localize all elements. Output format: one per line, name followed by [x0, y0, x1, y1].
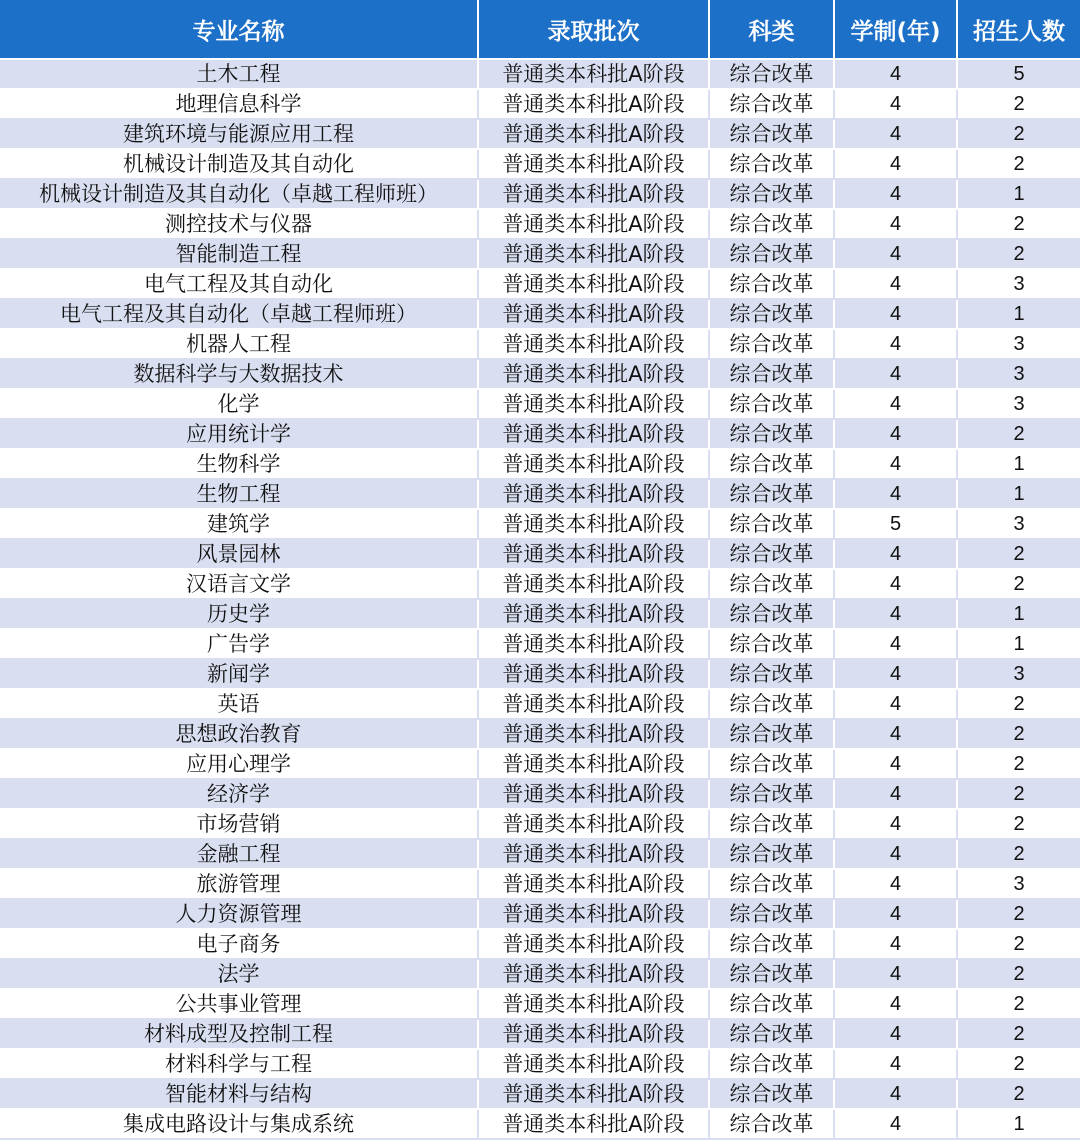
enrollment-count-cell: 2 — [957, 899, 1080, 929]
duration-cell: 4 — [834, 479, 957, 509]
subject-category-cell: 综合改革 — [709, 629, 834, 659]
subject-category-cell: 综合改革 — [709, 659, 834, 689]
admission-batch-cell: 普通类本科批A阶段 — [478, 899, 709, 929]
subject-category-cell: 综合改革 — [709, 719, 834, 749]
duration-cell: 4 — [834, 119, 957, 149]
major-name-cell: 生物科学 — [0, 449, 478, 479]
table-row — [0, 659, 1080, 689]
table-row — [0, 269, 1080, 299]
major-name-cell: 思想政治教育 — [0, 719, 478, 749]
admission-batch-cell: 普通类本科批A阶段 — [478, 569, 709, 599]
subject-category-cell: 综合改革 — [709, 209, 834, 239]
admission-batch-cell: 普通类本科批A阶段 — [478, 329, 709, 359]
table-row — [0, 929, 1080, 959]
major-name-cell: 建筑学 — [0, 509, 478, 539]
enrollment-count-cell: 2 — [957, 569, 1080, 599]
duration-cell: 4 — [834, 809, 957, 839]
subject-category-cell: 综合改革 — [709, 839, 834, 869]
header-enrollment-count: 招生人数 — [957, 0, 1080, 59]
admission-batch-cell: 普通类本科批A阶段 — [478, 719, 709, 749]
table-row — [0, 809, 1080, 839]
table-row — [0, 209, 1080, 239]
enrollment-count-cell: 1 — [957, 179, 1080, 209]
subject-category-cell: 综合改革 — [709, 59, 834, 89]
subject-category-cell: 综合改革 — [709, 239, 834, 269]
table-body — [0, 59, 1080, 1139]
duration-cell: 4 — [834, 449, 957, 479]
admission-batch-cell: 普通类本科批A阶段 — [478, 419, 709, 449]
major-name-cell: 应用心理学 — [0, 749, 478, 779]
subject-category-cell: 综合改革 — [709, 89, 834, 119]
duration-cell: 4 — [834, 1079, 957, 1109]
major-name-cell: 土木工程 — [0, 59, 478, 89]
duration-cell: 4 — [834, 89, 957, 119]
enrollment-count-cell: 2 — [957, 539, 1080, 569]
table-row — [0, 149, 1080, 179]
major-name-cell: 电气工程及其自动化 — [0, 269, 478, 299]
duration-cell: 4 — [834, 599, 957, 629]
enrollment-count-cell: 2 — [957, 689, 1080, 719]
major-name-cell: 地理信息科学 — [0, 89, 478, 119]
admission-batch-cell: 普通类本科批A阶段 — [478, 629, 709, 659]
subject-category-cell: 综合改革 — [709, 509, 834, 539]
admission-batch-cell: 普通类本科批A阶段 — [478, 779, 709, 809]
enrollment-count-cell: 2 — [957, 239, 1080, 269]
table-row — [0, 749, 1080, 779]
subject-category-cell: 综合改革 — [709, 479, 834, 509]
duration-cell: 4 — [834, 149, 957, 179]
enrollment-count-cell: 1 — [957, 599, 1080, 629]
major-name-cell: 旅游管理 — [0, 869, 478, 899]
major-name-cell: 新闻学 — [0, 659, 478, 689]
major-name-cell: 材料科学与工程 — [0, 1049, 478, 1079]
duration-cell: 5 — [834, 509, 957, 539]
subject-category-cell: 综合改革 — [709, 689, 834, 719]
table-row — [0, 389, 1080, 419]
major-name-cell: 电气工程及其自动化（卓越工程师班） — [0, 299, 478, 329]
major-name-cell: 机器人工程 — [0, 329, 478, 359]
major-name-cell: 市场营销 — [0, 809, 478, 839]
admission-batch-cell: 普通类本科批A阶段 — [478, 869, 709, 899]
enrollment-count-cell: 2 — [957, 809, 1080, 839]
table-row — [0, 329, 1080, 359]
table-row — [0, 779, 1080, 809]
admission-batch-cell: 普通类本科批A阶段 — [478, 59, 709, 89]
major-name-cell: 集成电路设计与集成系统 — [0, 1109, 478, 1139]
table-row — [0, 689, 1080, 719]
subject-category-cell: 综合改革 — [709, 269, 834, 299]
subject-category-cell: 综合改革 — [709, 569, 834, 599]
major-name-cell: 建筑环境与能源应用工程 — [0, 119, 478, 149]
admission-batch-cell: 普通类本科批A阶段 — [478, 929, 709, 959]
duration-cell: 4 — [834, 419, 957, 449]
duration-cell: 4 — [834, 359, 957, 389]
admission-batch-cell: 普通类本科批A阶段 — [478, 1019, 709, 1049]
table-row — [0, 1079, 1080, 1109]
admission-batch-cell: 普通类本科批A阶段 — [478, 599, 709, 629]
table-row — [0, 119, 1080, 149]
table-row — [0, 869, 1080, 899]
header-major-name: 专业名称 — [0, 0, 478, 59]
duration-cell: 4 — [834, 329, 957, 359]
enrollment-count-cell: 2 — [957, 119, 1080, 149]
major-name-cell: 法学 — [0, 959, 478, 989]
subject-category-cell: 综合改革 — [709, 779, 834, 809]
admission-batch-cell: 普通类本科批A阶段 — [478, 509, 709, 539]
major-name-cell: 金融工程 — [0, 839, 478, 869]
duration-cell: 4 — [834, 959, 957, 989]
enrollment-count-cell: 2 — [957, 419, 1080, 449]
table-row — [0, 899, 1080, 929]
subject-category-cell: 综合改革 — [709, 749, 834, 779]
subject-category-cell: 综合改革 — [709, 1019, 834, 1049]
enrollment-count-cell: 2 — [957, 779, 1080, 809]
enrollment-count-cell: 3 — [957, 389, 1080, 419]
admission-batch-cell: 普通类本科批A阶段 — [478, 89, 709, 119]
admission-batch-cell: 普通类本科批A阶段 — [478, 179, 709, 209]
subject-category-cell: 综合改革 — [709, 1109, 834, 1139]
duration-cell: 4 — [834, 719, 957, 749]
enrollment-count-cell: 2 — [957, 839, 1080, 869]
duration-cell: 4 — [834, 179, 957, 209]
subject-category-cell: 综合改革 — [709, 809, 834, 839]
duration-cell: 4 — [834, 239, 957, 269]
duration-cell: 4 — [834, 779, 957, 809]
subject-category-cell: 综合改革 — [709, 989, 834, 1019]
subject-category-cell: 综合改革 — [709, 449, 834, 479]
table-row — [0, 1019, 1080, 1049]
header-row — [0, 0, 1080, 59]
duration-cell: 4 — [834, 1019, 957, 1049]
table-row — [0, 89, 1080, 119]
subject-category-cell: 综合改革 — [709, 599, 834, 629]
duration-cell: 4 — [834, 1049, 957, 1079]
major-name-cell: 应用统计学 — [0, 419, 478, 449]
table-row — [0, 479, 1080, 509]
major-name-cell: 机械设计制造及其自动化（卓越工程师班） — [0, 179, 478, 209]
major-name-cell: 公共事业管理 — [0, 989, 478, 1019]
admission-batch-cell: 普通类本科批A阶段 — [478, 1079, 709, 1109]
major-name-cell: 生物工程 — [0, 479, 478, 509]
duration-cell: 4 — [834, 929, 957, 959]
subject-category-cell: 综合改革 — [709, 1079, 834, 1109]
enrollment-count-cell: 1 — [957, 1109, 1080, 1139]
duration-cell: 4 — [834, 629, 957, 659]
duration-cell: 4 — [834, 689, 957, 719]
subject-category-cell: 综合改革 — [709, 419, 834, 449]
admission-batch-cell: 普通类本科批A阶段 — [478, 539, 709, 569]
table-row — [0, 959, 1080, 989]
enrollment-count-cell: 3 — [957, 329, 1080, 359]
table-row — [0, 419, 1080, 449]
duration-cell: 4 — [834, 1109, 957, 1139]
subject-category-cell: 综合改革 — [709, 149, 834, 179]
header-duration-years: 学制(年) — [834, 0, 957, 59]
table-row — [0, 839, 1080, 869]
duration-cell: 4 — [834, 569, 957, 599]
enrollment-count-cell: 2 — [957, 1049, 1080, 1079]
admission-batch-cell: 普通类本科批A阶段 — [478, 1109, 709, 1139]
duration-cell: 4 — [834, 539, 957, 569]
table-row — [0, 1049, 1080, 1079]
subject-category-cell: 综合改革 — [709, 119, 834, 149]
admission-batch-cell: 普通类本科批A阶段 — [478, 299, 709, 329]
enrollment-count-cell: 1 — [957, 479, 1080, 509]
table-row — [0, 569, 1080, 599]
enrollment-count-cell: 2 — [957, 149, 1080, 179]
subject-category-cell: 综合改革 — [709, 389, 834, 419]
major-name-cell: 测控技术与仪器 — [0, 209, 478, 239]
enrollment-count-cell: 1 — [957, 299, 1080, 329]
duration-cell: 4 — [834, 269, 957, 299]
major-name-cell: 人力资源管理 — [0, 899, 478, 929]
major-name-cell: 风景园林 — [0, 539, 478, 569]
subject-category-cell: 综合改革 — [709, 299, 834, 329]
admission-batch-cell: 普通类本科批A阶段 — [478, 1049, 709, 1079]
major-name-cell: 历史学 — [0, 599, 478, 629]
enrollment-count-cell: 2 — [957, 929, 1080, 959]
subject-category-cell: 综合改革 — [709, 329, 834, 359]
major-name-cell: 广告学 — [0, 629, 478, 659]
table-row — [0, 359, 1080, 389]
major-name-cell: 化学 — [0, 389, 478, 419]
duration-cell: 4 — [834, 209, 957, 239]
enrollment-count-cell: 2 — [957, 1019, 1080, 1049]
duration-cell: 4 — [834, 749, 957, 779]
enrollment-count-cell: 3 — [957, 359, 1080, 389]
table-row — [0, 539, 1080, 569]
major-name-cell: 电子商务 — [0, 929, 478, 959]
admission-batch-cell: 普通类本科批A阶段 — [478, 479, 709, 509]
duration-cell: 4 — [834, 389, 957, 419]
enrollment-count-cell: 3 — [957, 509, 1080, 539]
enrollment-count-cell: 2 — [957, 209, 1080, 239]
table-row — [0, 629, 1080, 659]
enrollment-count-cell: 1 — [957, 449, 1080, 479]
admission-batch-cell: 普通类本科批A阶段 — [478, 749, 709, 779]
admission-batch-cell: 普通类本科批A阶段 — [478, 209, 709, 239]
admission-batch-cell: 普通类本科批A阶段 — [478, 359, 709, 389]
admission-batch-cell: 普通类本科批A阶段 — [478, 959, 709, 989]
subject-category-cell: 综合改革 — [709, 869, 834, 899]
subject-category-cell: 综合改革 — [709, 179, 834, 209]
table-header — [0, 0, 1080, 59]
major-name-cell: 智能材料与结构 — [0, 1079, 478, 1109]
enrollment-count-cell: 2 — [957, 1079, 1080, 1109]
major-name-cell: 材料成型及控制工程 — [0, 1019, 478, 1049]
header-subject-category: 科类 — [709, 0, 834, 59]
admission-batch-cell: 普通类本科批A阶段 — [478, 239, 709, 269]
subject-category-cell: 综合改革 — [709, 899, 834, 929]
duration-cell: 4 — [834, 299, 957, 329]
table-row — [0, 449, 1080, 479]
duration-cell: 4 — [834, 839, 957, 869]
major-name-cell: 数据科学与大数据技术 — [0, 359, 478, 389]
duration-cell: 4 — [834, 659, 957, 689]
enrollment-count-cell: 5 — [957, 59, 1080, 89]
major-name-cell: 机械设计制造及其自动化 — [0, 149, 478, 179]
enrollment-count-cell: 2 — [957, 989, 1080, 1019]
table-row — [0, 239, 1080, 269]
admission-batch-cell: 普通类本科批A阶段 — [478, 989, 709, 1019]
subject-category-cell: 综合改革 — [709, 359, 834, 389]
duration-cell: 4 — [834, 989, 957, 1019]
admission-batch-cell: 普通类本科批A阶段 — [478, 269, 709, 299]
enrollment-count-cell: 3 — [957, 869, 1080, 899]
major-name-cell: 智能制造工程 — [0, 239, 478, 269]
admission-batch-cell: 普通类本科批A阶段 — [478, 659, 709, 689]
major-name-cell: 英语 — [0, 689, 478, 719]
enrollment-count-cell: 2 — [957, 719, 1080, 749]
duration-cell: 4 — [834, 899, 957, 929]
table-row — [0, 299, 1080, 329]
admission-batch-cell: 普通类本科批A阶段 — [478, 449, 709, 479]
enrollment-count-cell: 1 — [957, 629, 1080, 659]
admission-batch-cell: 普通类本科批A阶段 — [478, 839, 709, 869]
subject-category-cell: 综合改革 — [709, 929, 834, 959]
duration-cell: 4 — [834, 59, 957, 89]
major-name-cell: 经济学 — [0, 779, 478, 809]
table-row — [0, 719, 1080, 749]
table-row — [0, 1109, 1080, 1139]
table-row — [0, 989, 1080, 1019]
header-admission-batch: 录取批次 — [478, 0, 709, 59]
table-row — [0, 509, 1080, 539]
subject-category-cell: 综合改革 — [709, 1049, 834, 1079]
admission-batch-cell: 普通类本科批A阶段 — [478, 689, 709, 719]
table-row — [0, 599, 1080, 629]
table-row — [0, 59, 1080, 89]
admission-batch-cell: 普通类本科批A阶段 — [478, 149, 709, 179]
enrollment-count-cell: 2 — [957, 89, 1080, 119]
enrollment-count-cell: 2 — [957, 959, 1080, 989]
enrollment-count-cell: 3 — [957, 269, 1080, 299]
enrollment-count-cell: 3 — [957, 659, 1080, 689]
table-row — [0, 179, 1080, 209]
admission-batch-cell: 普通类本科批A阶段 — [478, 809, 709, 839]
major-name-cell: 汉语言文学 — [0, 569, 478, 599]
admission-batch-cell: 普通类本科批A阶段 — [478, 119, 709, 149]
subject-category-cell: 综合改革 — [709, 539, 834, 569]
subject-category-cell: 综合改革 — [709, 959, 834, 989]
admission-batch-cell: 普通类本科批A阶段 — [478, 389, 709, 419]
enrollment-count-cell: 2 — [957, 749, 1080, 779]
duration-cell: 4 — [834, 869, 957, 899]
